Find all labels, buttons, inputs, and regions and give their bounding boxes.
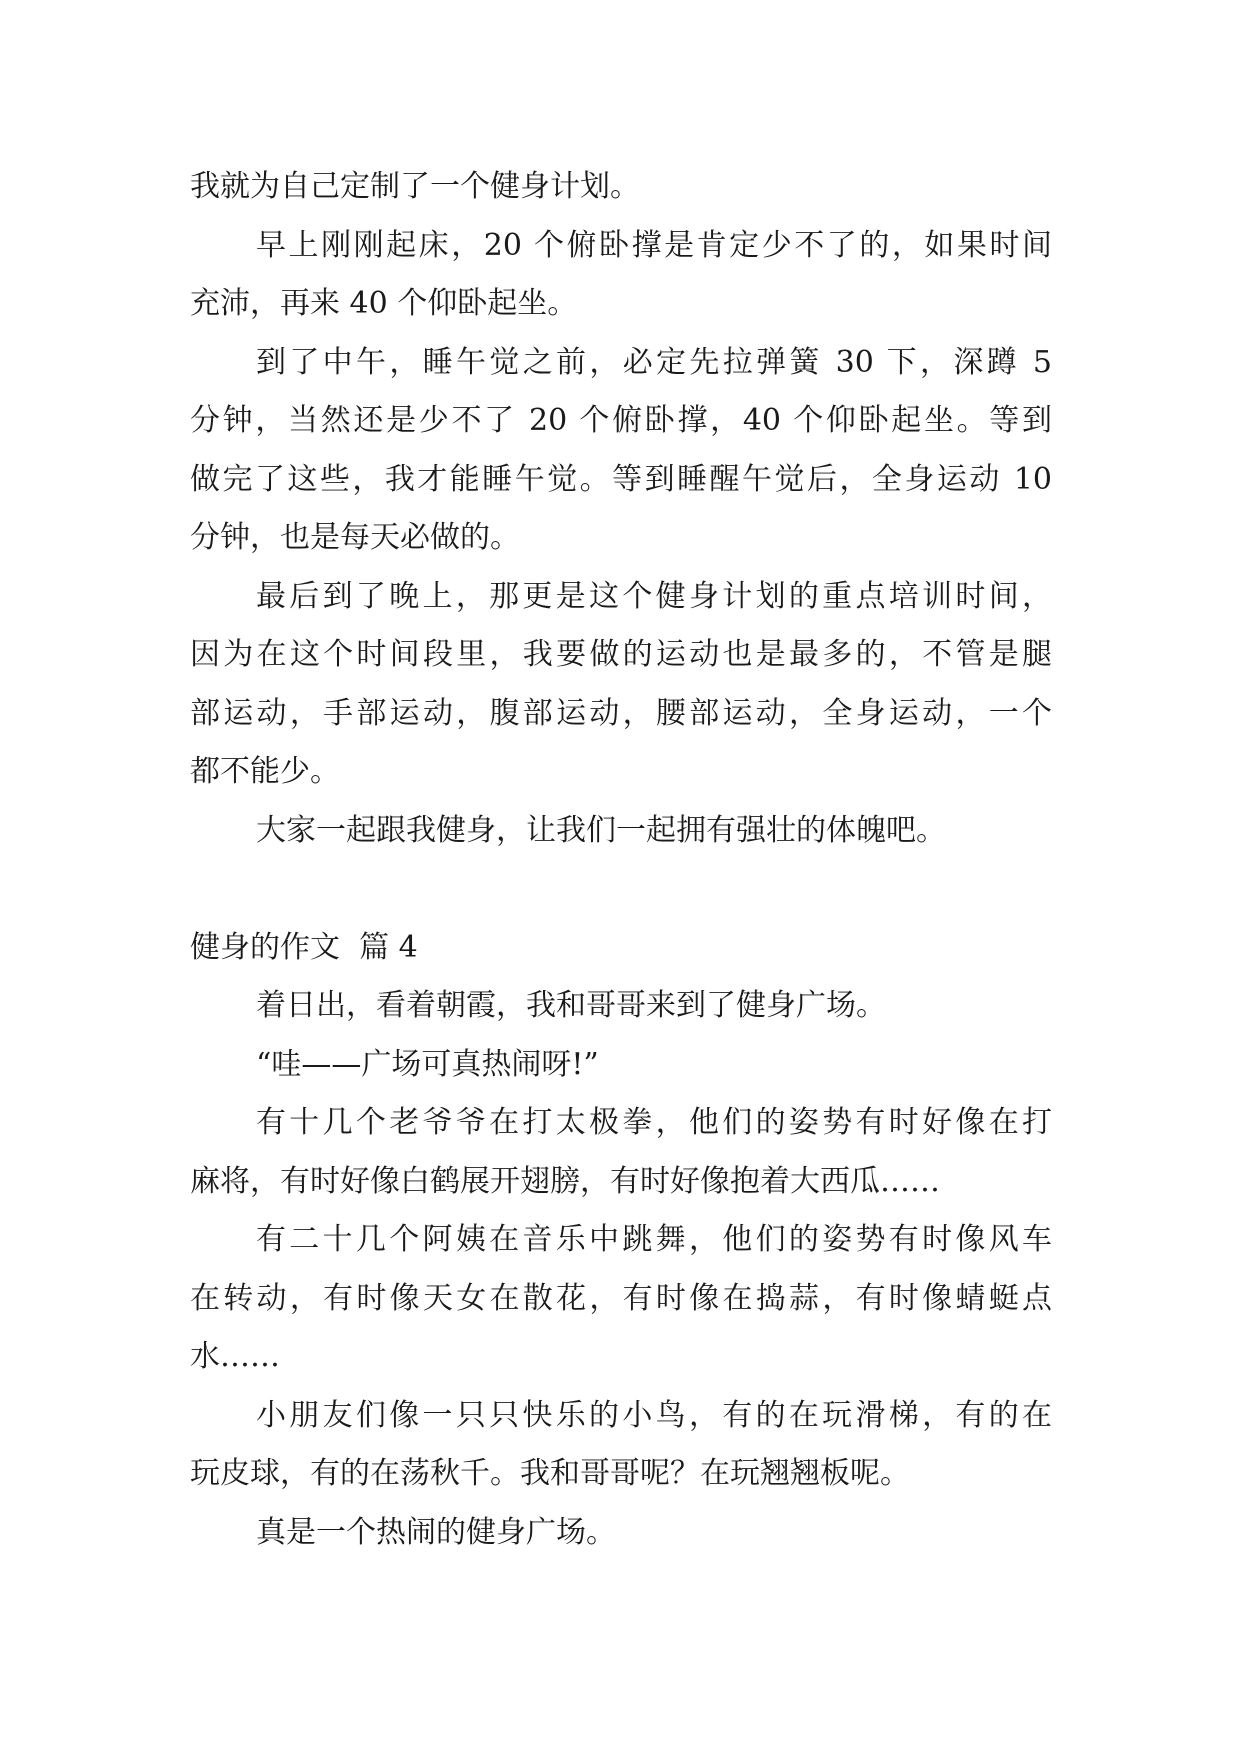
text-line: 在转动，有时像天女在散花，有时像在捣蒜，有时像蜻蜓点 — [190, 1280, 1052, 1316]
paragraph — [190, 1211, 1052, 1387]
text-line: 因为在这个时间段里，我要做的运动也是最多的，不管是腿 — [190, 637, 1052, 672]
text-line: 着日出，看着朝霞，我和哥哥来到了健身广场。 — [256, 988, 886, 1023]
text-line: 最后到了晚上，那更是这个健身计划的重点培训时间， — [256, 578, 1052, 614]
text-line: 充沛，再来 40 个仰卧起坐。 — [190, 286, 578, 321]
text-line: 都不能少。 — [190, 754, 340, 789]
paragraph — [190, 1036, 1052, 1095]
text-line: 我就为自己定制了一个健身计划。 — [190, 169, 640, 204]
text-line: 早上刚刚起床，20 个俯卧撑是肯定少不了的，如果时间 — [256, 227, 1052, 263]
section-title: 健身的作文 篇 4 — [190, 929, 418, 965]
paragraph — [190, 158, 1052, 217]
paragraph — [190, 1504, 1052, 1563]
text-line: 玩皮球，有的在荡秋千。我和哥哥呢？在玩翘翘板呢。 — [190, 1456, 910, 1491]
text-line: 做完了这些，我才能睡午觉。等到睡醒午觉后，全身运动 10 — [190, 461, 1052, 497]
section-gap — [190, 860, 1052, 919]
text-line: 真是一个热闹的健身广场。 — [256, 1514, 616, 1550]
text-line: “哇——广场可真热闹呀!” — [256, 1046, 599, 1082]
text-line: 小朋友们像一只只快乐的小鸟，有的在玩滑梯，有的在 — [256, 1397, 1052, 1433]
text-line: 大家一起跟我健身，让我们一起拥有强壮的体魄吧。 — [256, 812, 946, 848]
text-line: 到了中午，睡午觉之前，必定先拉弹簧 30 下，深蹲 5 — [256, 344, 1052, 380]
text-line: 有十几个老爷爷在打太极拳，他们的姿势有时好像在打 — [256, 1105, 1052, 1140]
text-line: 水…… — [190, 1339, 280, 1374]
paragraph — [190, 334, 1052, 568]
text-line: 有二十几个阿姨在音乐中跳舞，他们的姿势有时像风车 — [256, 1222, 1052, 1257]
paragraph — [190, 802, 1052, 861]
paragraph — [190, 217, 1052, 334]
text-line: 麻将，有时好像白鹤展开翅膀，有时好像抱着大西瓜…… — [190, 1163, 940, 1199]
text-line: 部运动，手部运动，腹部运动，腰部运动，全身运动，一个 — [190, 695, 1052, 731]
paragraph — [190, 568, 1052, 802]
paragraph — [190, 1387, 1052, 1504]
text-line: 分钟，当然还是少不了 20 个俯卧撑，40 个仰卧起坐。等到 — [190, 403, 1052, 438]
document-body — [190, 158, 1052, 1562]
text-line: 分钟，也是每天必做的。 — [190, 520, 520, 555]
paragraph — [190, 977, 1052, 1036]
paragraph — [190, 1094, 1052, 1211]
